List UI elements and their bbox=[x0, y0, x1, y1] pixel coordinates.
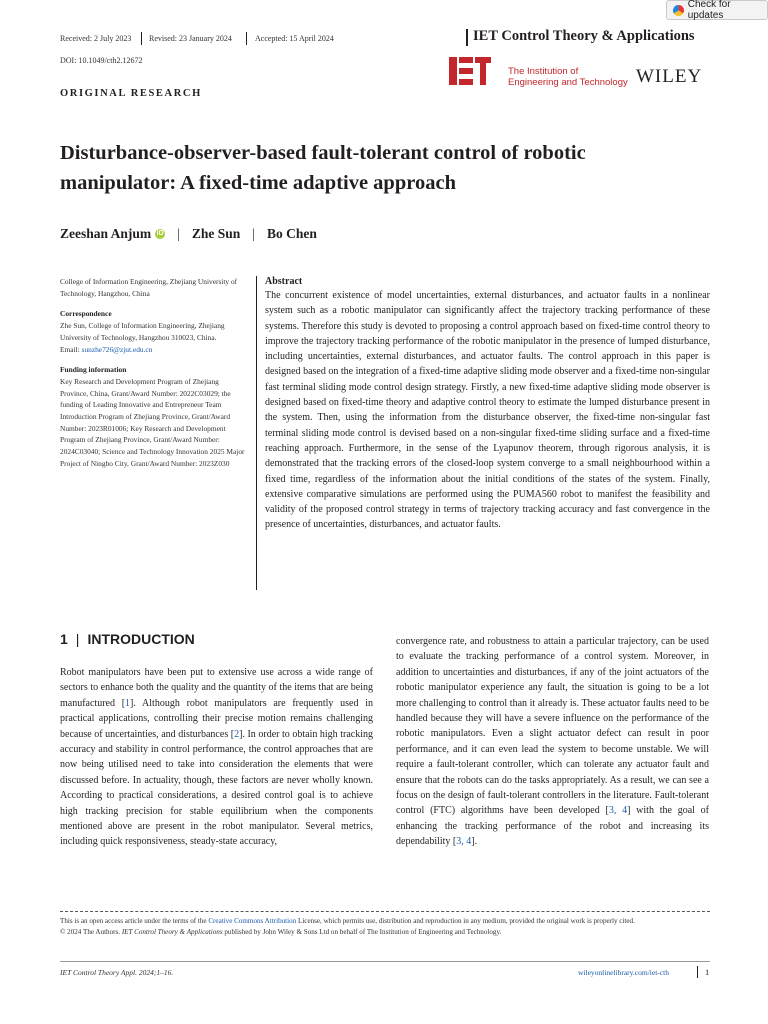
correspondence-email-line bbox=[60, 344, 245, 356]
journal-title: IET Control Theory & Applications bbox=[473, 28, 695, 44]
correspondence-text: Zhe Sun, College of Information Engineering, Zhejiang University of Technology, Hangzhou 310023, China. bbox=[60, 321, 225, 342]
body-column-right bbox=[396, 634, 709, 850]
body-column-left bbox=[60, 665, 373, 850]
correspondence-block bbox=[60, 308, 245, 355]
wiley-logo: WILEY bbox=[636, 66, 703, 87]
license-text-part: This is an open access article under the terms of the bbox=[60, 917, 209, 925]
body-text: Robot manipulators have been put to extensive use across a wide range of sectors to enhance both the quality and the quantity of the items that are being manufactured [ bbox=[60, 667, 373, 709]
footer-separator bbox=[697, 966, 698, 978]
abstract-heading: Abstract bbox=[265, 276, 303, 287]
body-text: ]. In order to obtain high tracking accuracy and stability in control performance, the control approaches that are now being utilised need to take into consideration the elements that were discussed before. In actuality, though, these factors are never wholly known. According to practical considerations, a desired control goal is to achieve high tracking precision for stable equilibrium when the components mentioned above are present in the robot manipulator. Several metrics, including quick responsiveness, steady-state accuracy, bbox=[60, 728, 373, 848]
funding-heading: Funding information bbox=[60, 365, 127, 375]
affiliation: College of Information Engineering, Zhejiang University of Technology, Hangzhou, China bbox=[60, 277, 238, 298]
funding-block bbox=[60, 364, 245, 469]
body-text: ]. Although robot manipulators are frequently used in practical applications, controlling their precise motion remains challenging because of uncertainties, and disturbances [ bbox=[60, 697, 373, 740]
funding-text: Key Research and Development Program of Zhejiang Province, China, Grant/Award Number: 2022C03029; the funding of Leading Innovative and Entrepreneur Team Introduction Program of Zhejiang Province, Grant/Award Number: 2023R01006; Key Research and Development Program of Zhejiang Province, Grant/Award Number: 2024C03040; Science and Technology Innovation 2025 Major Project of Ningbo City, Grant/Award Number: 2023Z030 bbox=[60, 376, 245, 468]
copyright-line bbox=[60, 927, 710, 938]
cc-license-link[interactable]: Creative Commons Attribution bbox=[208, 917, 297, 925]
copyright-text: published by John Wiley & Sons Ltd on behalf of The Institution of Engineering and Technology. bbox=[222, 928, 502, 936]
author-separator: | bbox=[252, 226, 255, 241]
section-heading bbox=[60, 631, 195, 647]
author-name[interactable]: Zhe Sun bbox=[191, 226, 241, 241]
iet-text-line2: Engineering and Technology bbox=[508, 77, 628, 88]
section-title: INTRODUCTION bbox=[87, 631, 195, 647]
footer-journal-url[interactable]: wileyonlinelibrary.com/iet-cth bbox=[578, 968, 669, 977]
body-text: ]. bbox=[471, 836, 478, 848]
citation-link[interactable]: 3, 4 bbox=[608, 805, 628, 817]
check-for-updates-button[interactable] bbox=[666, 0, 768, 20]
crossmark-icon bbox=[673, 5, 684, 16]
abstract-section bbox=[256, 276, 710, 590]
body-text: convergence rate, and robustness to attain a particular trajectory, can be used to evaluate the tracking performance of a control system. Moreover, in addition to uncertainties and disturbances, if any of the joint actuators of the robotic manipulator experience any fault, the situation is going to be a lot more challenging to control than it already is. These actuator faults need to be handled because they will have a severe influence on the performance of the robotic manipulators. Even a slight actuator defect can result in poor performance, and it can even lead the system to become unstable. We will require a fault-tolerant controller, which can tolerate any actuator fault and ensure that the robots can do the tasks appropriately. As a result, we can see a focus on the design of fault-tolerant controllers in the literature. Fault-tolerant control (FTC) algorithms have been developed [ bbox=[396, 636, 709, 817]
footer-citation: IET Control Theory Appl. 2024;1–16. bbox=[60, 968, 174, 977]
accepted-date: Accepted: 15 April 2024 bbox=[255, 34, 334, 43]
author-separator: | bbox=[177, 226, 180, 241]
license-divider bbox=[60, 911, 710, 912]
email-label: Email: bbox=[60, 344, 82, 354]
license-text-part: License, which permits use, distribution and reproduction in any medium, provided the original work is properly cited. bbox=[296, 917, 635, 925]
iet-logo bbox=[449, 57, 491, 85]
meta-divider bbox=[246, 32, 247, 45]
iet-text-line1: The Institution of bbox=[508, 66, 579, 77]
section-number: 1 bbox=[60, 631, 68, 647]
citation-link[interactable]: 2 bbox=[234, 728, 240, 740]
correspondence-heading: Correspondence bbox=[60, 309, 112, 319]
body-text: ] with the goal of enhancing the tracking performance of the robot and increasing its dependability [ bbox=[396, 805, 709, 848]
citation-link[interactable]: 3, 4 bbox=[456, 836, 472, 848]
abstract-text: The concurrent existence of model uncertainties, external disturbances, and actuator faults in a nonlinear system such as a robotic manipulator can significantly affect the trajectory tracking performance of these systems. Therefore this study is devoted to proposing a control approach based on fixed-time control theory to improve the trajectory tracking performance of the robotic manipulator in the presence of lumped disturbance, including uncertainties, external disturbances, and actuator faults. The control approach in this paper is designed based on the integration of a fixed-time adaptive sliding mode observer and a fixed-time non-singular fast terminal sliding mode control design strategy. Firstly, a new fixed-time adaptive sliding mode observer is designed based on fixed-time theory and adaptive control theory to estimate the lumped disturbance present in the system. Then, using the information from the disturbance observer, the fixed-time non-singular fast terminal sliding mode control is devised based on a non-singular fixed-time sliding surface and a fixed-time reaching approach. Furthermore, in the sense of the Lyapunov theorem, through rigorous analysis, it is demonstrated that the tracking errors of the closed-loop system converge to a small neighbourhood within a fixed time, regardless of the information about the initial conditions of the states of the system. Finally, extensive comparative simulations are performed using the PUMA560 robot to manifest the feasibility and validity of the proposed control strategy in terms of trajectory tracking accuracy and fast convergence in the presence of uncertainties, disturbances, and actuator faults. bbox=[265, 290, 710, 531]
license-text bbox=[60, 916, 710, 927]
orcid-icon[interactable]: iD bbox=[156, 230, 164, 237]
citation-link[interactable]: 1 bbox=[125, 697, 131, 709]
author-name[interactable]: Zeeshan Anjum bbox=[60, 226, 152, 241]
section-separator: | bbox=[75, 631, 80, 647]
check-for-updates-label: Check for updates bbox=[687, 0, 731, 21]
email-link[interactable]: sunzhe726@zjut.edu.cn bbox=[81, 344, 153, 354]
paper-title: Disturbance-observer-based fault-tolerant control of robotic manipulator: A fixed-time adaptive approach bbox=[60, 142, 586, 194]
author-name[interactable]: Bo Chen bbox=[266, 226, 317, 241]
page-number: 1 bbox=[705, 967, 710, 977]
footer-divider bbox=[60, 961, 710, 962]
copyright-journal: IET Control Theory & Applications bbox=[121, 928, 223, 936]
iet-logo-text bbox=[508, 66, 628, 88]
meta-divider bbox=[141, 32, 142, 45]
doi: DOI: 10.1049/cth2.12672 bbox=[60, 56, 143, 65]
journal-divider bbox=[466, 29, 468, 46]
author-list bbox=[60, 226, 317, 242]
article-type-label: ORIGINAL RESEARCH bbox=[60, 88, 202, 99]
received-date: Received: 2 July 2023 bbox=[60, 34, 132, 43]
copyright-text: © 2024 The Authors. bbox=[60, 928, 122, 936]
revised-date: Revised: 23 January 2024 bbox=[149, 34, 232, 43]
license-notice bbox=[60, 916, 710, 938]
article-sidebar bbox=[60, 276, 245, 479]
